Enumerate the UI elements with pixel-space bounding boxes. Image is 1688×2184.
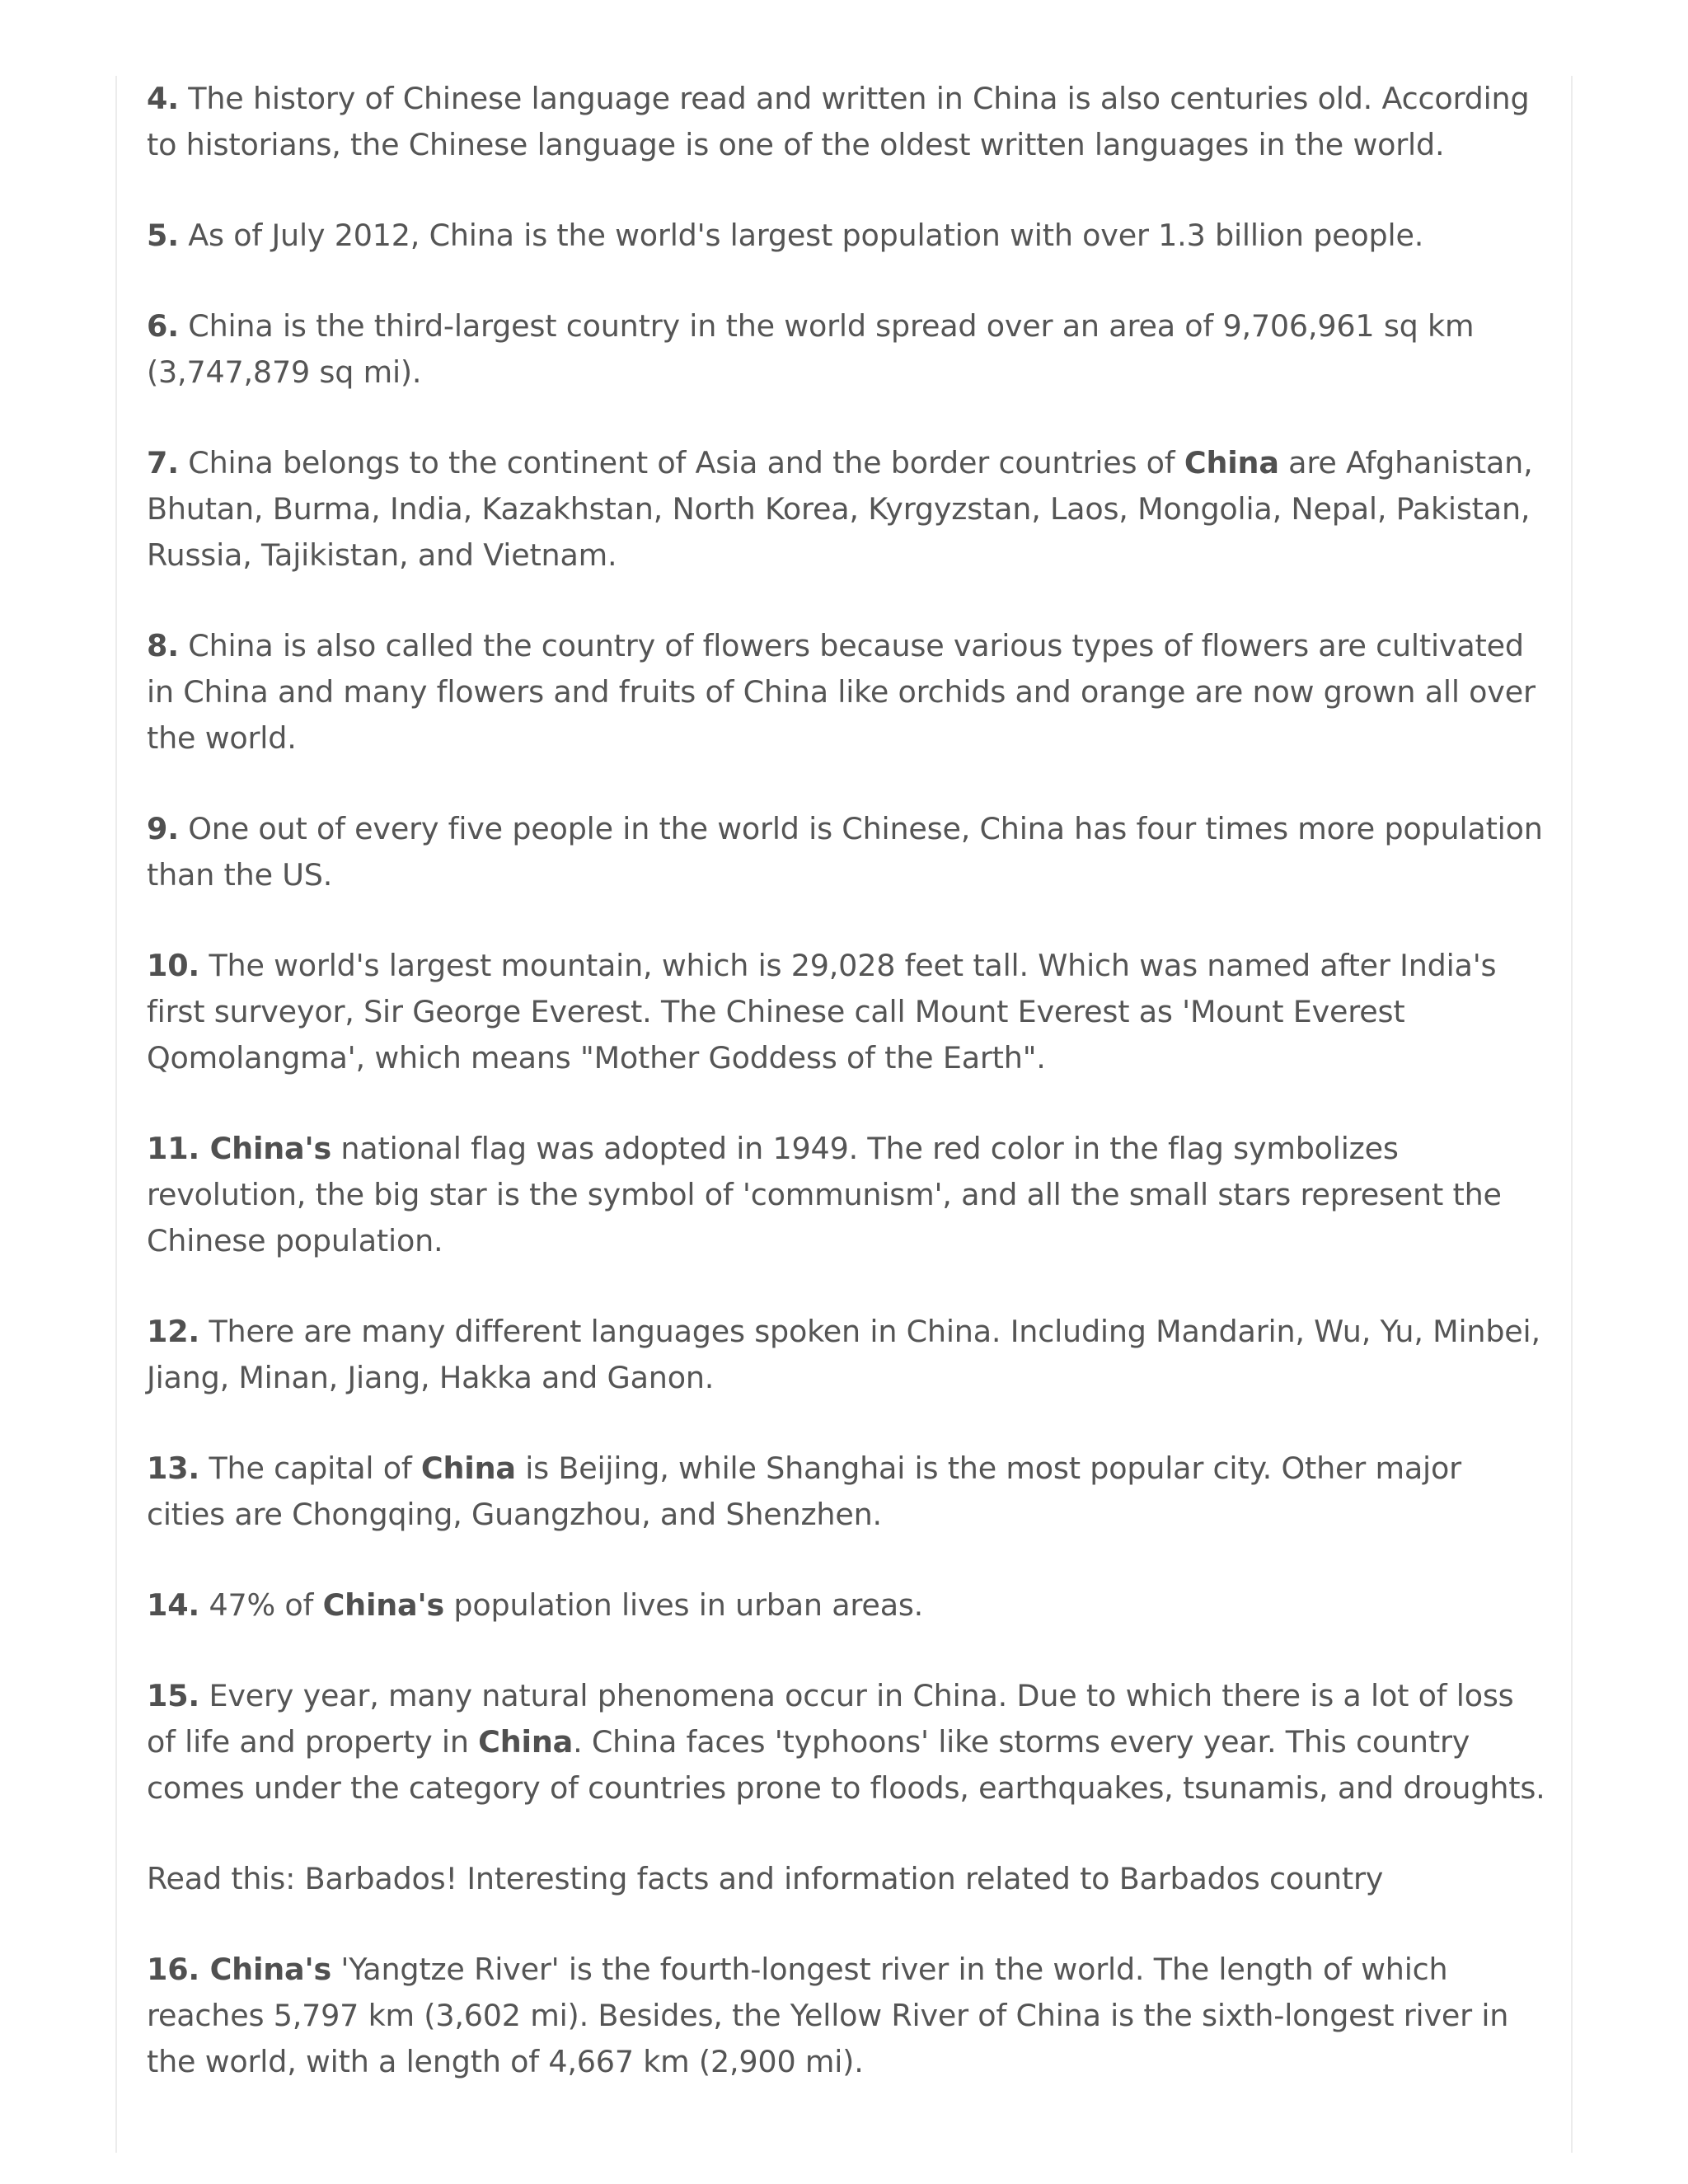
text-span: national flag was adopted in 1949. The red color in the flag symbolizes revolution, the big star is the symbol of 'communism', and all the small stars represent the Chinese population. [147,1131,1502,1258]
text-span: One out of every five people in the world is Chinese, China has four times more population than the US. [147,811,1543,893]
text-span: Read this: Barbados! Interesting facts and information related to Barbados country [147,1861,1384,1896]
bold-text: China [478,1724,574,1760]
fact-paragraph [147,1446,1548,1538]
text-span: 'Yangtze River' is the fourth-longest river in the world. The length of which reaches 5,797 km (3,602 mi). Besides, the Yellow River of China is the sixth-longest river in the world, with a length of 4,667 km (2,900 mi). [147,1952,1509,2079]
bold-text: 8. [147,628,179,663]
text-span: The history of Chinese language read and written in China is also centuries old. According to historians, the Chinese language is one of the oldest written languages in the world. [147,81,1530,162]
bold-text: 10. [147,948,200,983]
fact-paragraph [147,213,1548,259]
bold-text: 14. [147,1587,200,1623]
text-span: 47% of [199,1587,323,1623]
text-span: China is the third-largest country in the world spread over an area of 9,706,961 sq km (3,747,879 sq mi). [147,308,1475,390]
bold-text: 7. [147,445,179,480]
text-span: Every year, many natural phenomena occur in China. Due to which there is a lot of loss of life and property in [147,1678,1514,1760]
text-span: . China faces 'typhoons' like storms every year. This country comes under the category of countries prone to floods, earthquakes, tsunamis, and droughts. [147,1724,1545,1806]
text-span: As of July 2012, China is the world's largest population with over 1.3 billion people. [178,218,1424,253]
bold-text: 15. [147,1678,200,1713]
bold-text: 9. [147,811,179,846]
text-span: are Afghanistan, Bhutan, Burma, India, Kazakhstan, North Korea, Kyrgyzstan, Laos, Mongolia, Nepal, Pakistan, Russia, Tajikistan, and Vietnam. [147,445,1533,573]
bold-text: 11. China's [147,1131,331,1166]
bold-text: 12. [147,1314,200,1349]
read-this-link[interactable] [147,1856,1548,1902]
fact-paragraph [147,623,1548,762]
bold-text: 5. [147,218,179,253]
fact-paragraph [147,806,1548,898]
bold-text: China's [322,1587,444,1623]
fact-paragraph [147,440,1548,579]
text-span: is Beijing, while Shanghai is the most popular city. Other major cities are Chongqing, Guangzhou, and Shenzhen. [147,1451,1461,1532]
text-span: The capital of [199,1451,421,1486]
text-span: China belongs to the continent of Asia and the border countries of [178,445,1184,480]
bold-text: China [420,1451,516,1486]
bold-text: 4. [147,81,179,116]
fact-paragraph [147,1947,1548,2085]
fact-paragraph [147,1582,1548,1629]
facts-list [147,76,1548,2130]
fact-paragraph [147,1673,1548,1811]
text-span: There are many different languages spoken in China. Including Mandarin, Wu, Yu, Minbei, Jiang, Minan, Jiang, Hakka and Ganon. [147,1314,1540,1395]
bold-text: 13. [147,1451,200,1486]
text-span: population lives in urban areas. [443,1587,924,1623]
fact-paragraph [147,303,1548,396]
fact-paragraph [147,1126,1548,1264]
article-body [115,76,1573,2153]
fact-paragraph [147,1309,1548,1401]
fact-paragraph [147,943,1548,1081]
bold-text: China [1184,445,1279,480]
fact-paragraph [147,76,1548,168]
text-span: China is also called the country of flowers because various types of flowers are cultivated in China and many flowers and fruits of China like orchids and orange are now grown all over the world. [147,628,1536,756]
bold-text: 6. [147,308,179,344]
bold-text: 16. China's [147,1952,331,1987]
text-span: The world's largest mountain, which is 29,028 feet tall. Which was named after India's first surveyor, Sir George Everest. The Chinese call Mount Everest as 'Mount Everest Qomolangma', which means "Mother Goddess of the Earth". [147,948,1497,1076]
